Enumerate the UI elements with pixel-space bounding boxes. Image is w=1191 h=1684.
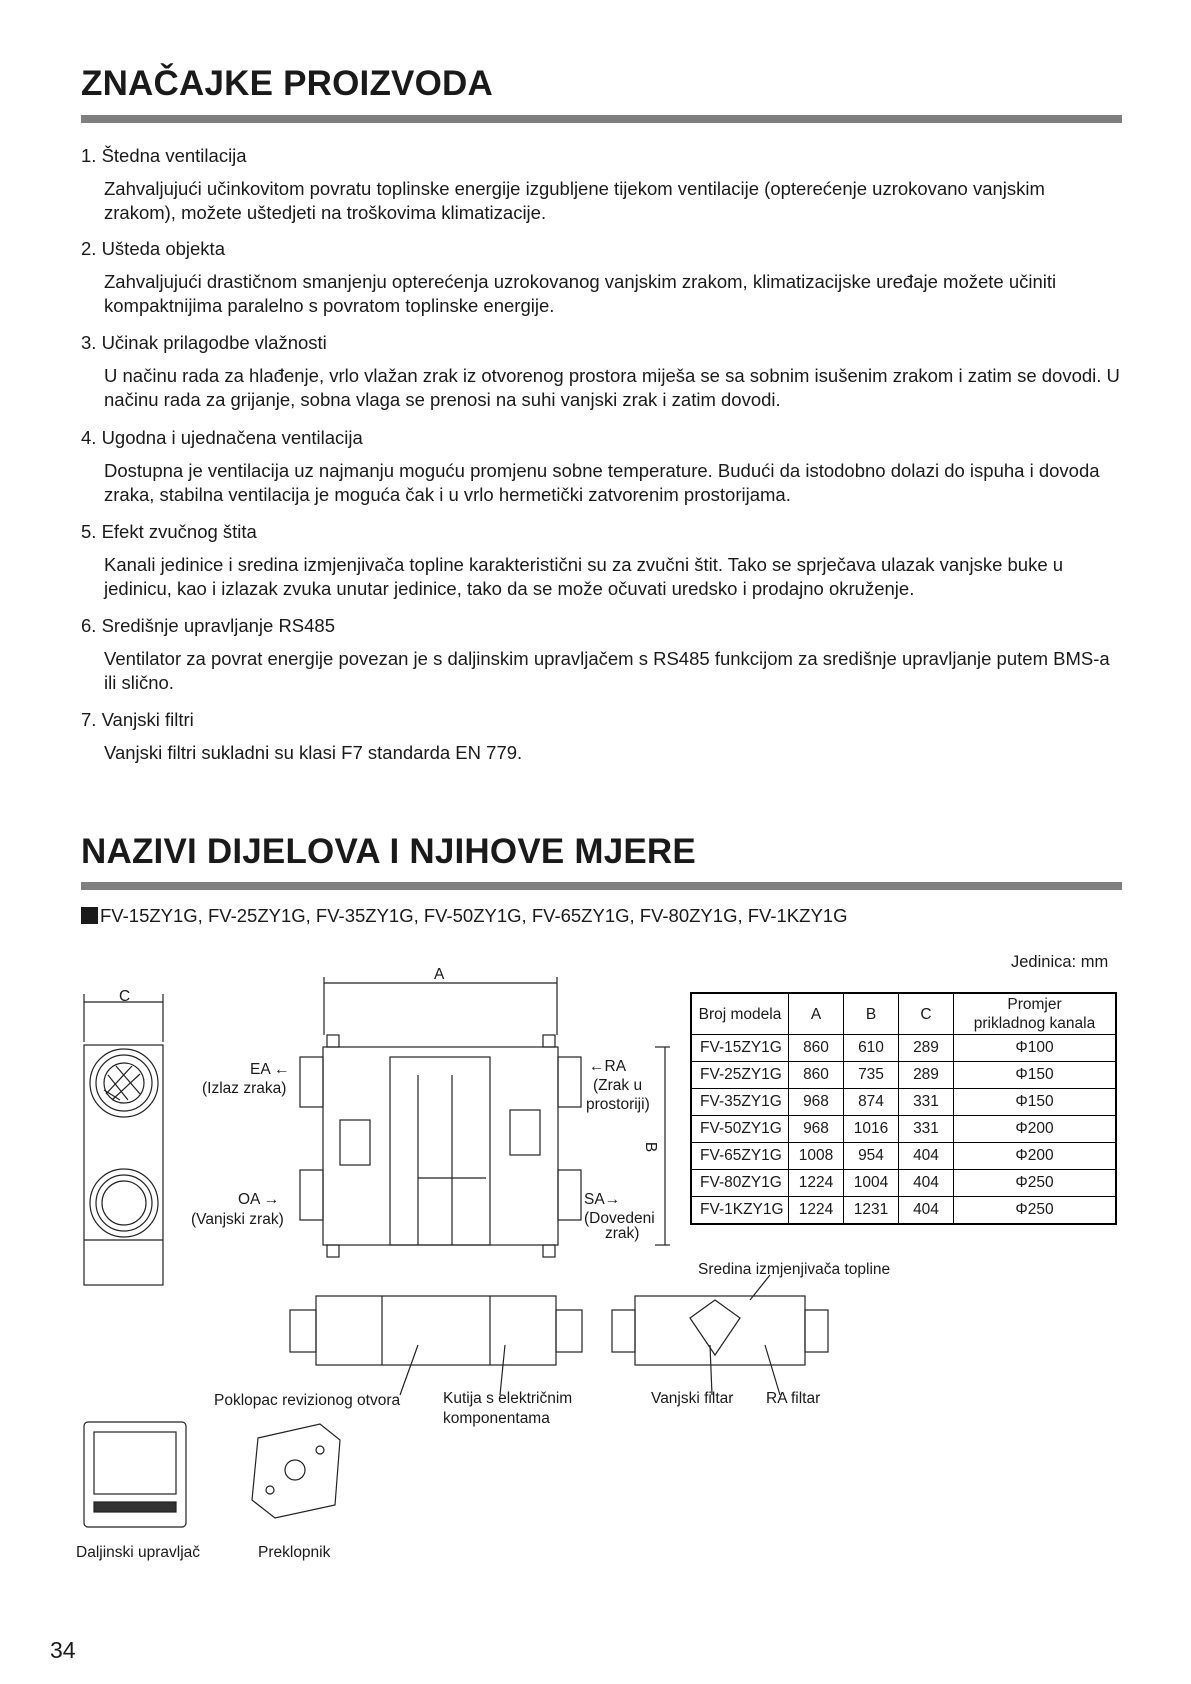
duct-cell: Φ250 <box>954 1197 1117 1225</box>
dim-c-label: C <box>119 988 131 1005</box>
ra-code: RA <box>604 1058 627 1075</box>
feature-title: 2. Ušteda objekta <box>81 238 225 260</box>
a-cell: 1224 <box>789 1170 844 1197</box>
b-cell: 1004 <box>844 1170 899 1197</box>
sa-code: SA <box>584 1191 605 1208</box>
ra-label: ←RA <box>589 1058 627 1075</box>
ra-filter-label: RA filtar <box>766 1390 821 1407</box>
feature-title: 1. Štedna ventilacija <box>81 145 247 167</box>
duct-cell: Φ250 <box>954 1170 1117 1197</box>
duct-cell: Φ150 <box>954 1062 1117 1089</box>
side-view-drawing <box>84 994 163 1285</box>
duct-cell: Φ200 <box>954 1143 1117 1170</box>
feature-title: 5. Efekt zvučnog štita <box>81 520 257 542</box>
b-cell: 1016 <box>844 1116 899 1143</box>
header-b: B <box>844 993 899 1035</box>
remote-label: Daljinski upravljač <box>76 1544 201 1561</box>
feature-body: Zahvaljujući učinkovitom povratu toplinske energije izgubljene tijekom ventilacije (opterećenje uzrokovano vanjskim zrakom), možete uštedjeti na troškovima klimatizacije. <box>104 178 1045 224</box>
feature-title: 7. Vanjski filtri <box>81 709 194 731</box>
oa-description: (Vanjski zrak) <box>191 1211 284 1228</box>
models-text: FV-15ZY1G, FV-25ZY1G, FV-35ZY1G, FV-50ZY1G, FV-65ZY1G, FV-80ZY1G, FV-1KZY1G <box>100 905 848 926</box>
b-cell: 1231 <box>844 1197 899 1225</box>
feature-title: 6. Središnje upravljanje RS485 <box>81 615 336 637</box>
cover-label: Poklopac revizionog otvora <box>214 1392 401 1409</box>
electrical-box-label: Kutija s električnim <box>443 1390 573 1407</box>
feature-body: Vanjski filtri sukladni su klasi F7 standarda EN 779. <box>104 742 523 764</box>
sa-description: (Dovedeni <box>584 1210 655 1227</box>
feature-body: Kanali jedinice i sredina izmjenjivača topline karakteristični su za zvučni štit. Tako se sprječava ulazak vanjske buke u jedinicu, kao i izlazak zvuka unutar jedinice, tako da se može očuvati uredsko i prodajno okruženje. <box>104 553 1064 599</box>
c-cell: 404 <box>899 1170 954 1197</box>
duct-cell: Φ150 <box>954 1089 1117 1116</box>
a-cell: 1008 <box>789 1143 844 1170</box>
remote-controller-drawing <box>84 1422 186 1527</box>
header-a: A <box>789 993 844 1035</box>
header-c: C <box>899 993 954 1035</box>
core-view-drawing <box>612 1275 828 1395</box>
a-cell: 968 <box>789 1089 844 1116</box>
ea-label: EA ← <box>250 1061 290 1078</box>
b-cell: 954 <box>844 1143 899 1170</box>
b-cell: 735 <box>844 1062 899 1089</box>
a-cell: 860 <box>789 1035 844 1062</box>
switch-box-drawing <box>252 1424 340 1518</box>
duct-cell: Φ100 <box>954 1035 1117 1062</box>
model-cell: FV-50ZY1G <box>691 1116 789 1143</box>
feature-body: Ventilator za povrat energije povezan je s daljinskim upravljačem s RS485 funkcijom za središnje upravljanje putem BMS-a ili slično. <box>104 648 1110 694</box>
feature-title: 3. Učinak prilagodbe vlažnosti <box>81 332 327 354</box>
model-cell: FV-25ZY1G <box>691 1062 789 1089</box>
sa-description: zrak) <box>605 1225 640 1242</box>
dim-a-label: A <box>434 966 445 983</box>
feature-body: Dostupna je ventilacija uz najmanju moguću promjenu sobne temperature. Budući da istodobno dolazi do ispuha i dovoda zraka, stabilna ventilacija je moguća čak i u vrlo hermetički zatvorenim prostorijama. <box>104 459 1100 505</box>
b-cell: 610 <box>844 1035 899 1062</box>
a-cell: 860 <box>789 1062 844 1089</box>
ea-description: (Izlaz zraka) <box>202 1080 287 1097</box>
c-cell: 331 <box>899 1089 954 1116</box>
c-cell: 289 <box>899 1062 954 1089</box>
ra-description: (Zrak u <box>593 1077 643 1094</box>
oa-code: OA <box>238 1191 260 1208</box>
feature-title: 4. Ugodna i ujednačena ventilacija <box>81 426 363 448</box>
page-number: 34 <box>50 1637 76 1663</box>
unit-label: Jedinica: mm <box>1011 953 1109 971</box>
feature-body: Zahvaljujući drastičnom smanjenju opterećenja uzrokovanog vanjskim zrakom, klimatizacijske uređaje možete učiniti kompaktnijima paralelno s povratom toplinske energije. <box>104 271 1057 317</box>
header-model: Broj modela <box>691 993 789 1035</box>
model-cell: FV-35ZY1G <box>691 1089 789 1116</box>
section-title-features: ZNAČAJKE PROIZVODA <box>81 64 493 103</box>
c-cell: 289 <box>899 1035 954 1062</box>
oa-label: OA → <box>238 1191 280 1208</box>
a-cell: 968 <box>789 1116 844 1143</box>
ea-code: EA <box>250 1061 270 1078</box>
sa-label: SA→ <box>584 1191 621 1208</box>
bottom-view-drawing <box>290 1296 582 1395</box>
model-cell: FV-80ZY1G <box>691 1170 789 1197</box>
section-title-parts: NAZIVI DIJELOVA I NJIHOVE MJERE <box>81 832 696 871</box>
c-cell: 331 <box>899 1116 954 1143</box>
model-cell: FV-15ZY1G <box>691 1035 789 1062</box>
c-cell: 404 <box>899 1143 954 1170</box>
a-cell: 1224 <box>789 1197 844 1225</box>
ra-description: prostoriji) <box>586 1096 650 1113</box>
model-cell: FV-65ZY1G <box>691 1143 789 1170</box>
core-label: Sredina izmjenjivača topline <box>698 1261 891 1278</box>
model-cell: FV-1KZY1G <box>691 1197 789 1225</box>
header-line: Promjer <box>1007 996 1062 1013</box>
c-cell: 404 <box>899 1197 954 1225</box>
duct-cell: Φ200 <box>954 1116 1117 1143</box>
b-cell: 874 <box>844 1089 899 1116</box>
electrical-box-label: komponentama <box>443 1410 550 1427</box>
feature-body: U načinu rada za hlađenje, vrlo vlažan zrak iz otvorenog prostora miješa se sa sobnim isušenim zrakom i zatim se dovodi. U načinu rada za grijanje, sobna vlaga se prenosi na suhi vanjski zrak i zatim dovodi. <box>104 365 1120 411</box>
oa-filter-label: Vanjski filtar <box>651 1390 734 1407</box>
dim-b-label: B <box>642 1141 660 1153</box>
header-line: prikladnog kanala <box>973 1015 1096 1032</box>
switch-label: Preklopnik <box>258 1544 331 1561</box>
